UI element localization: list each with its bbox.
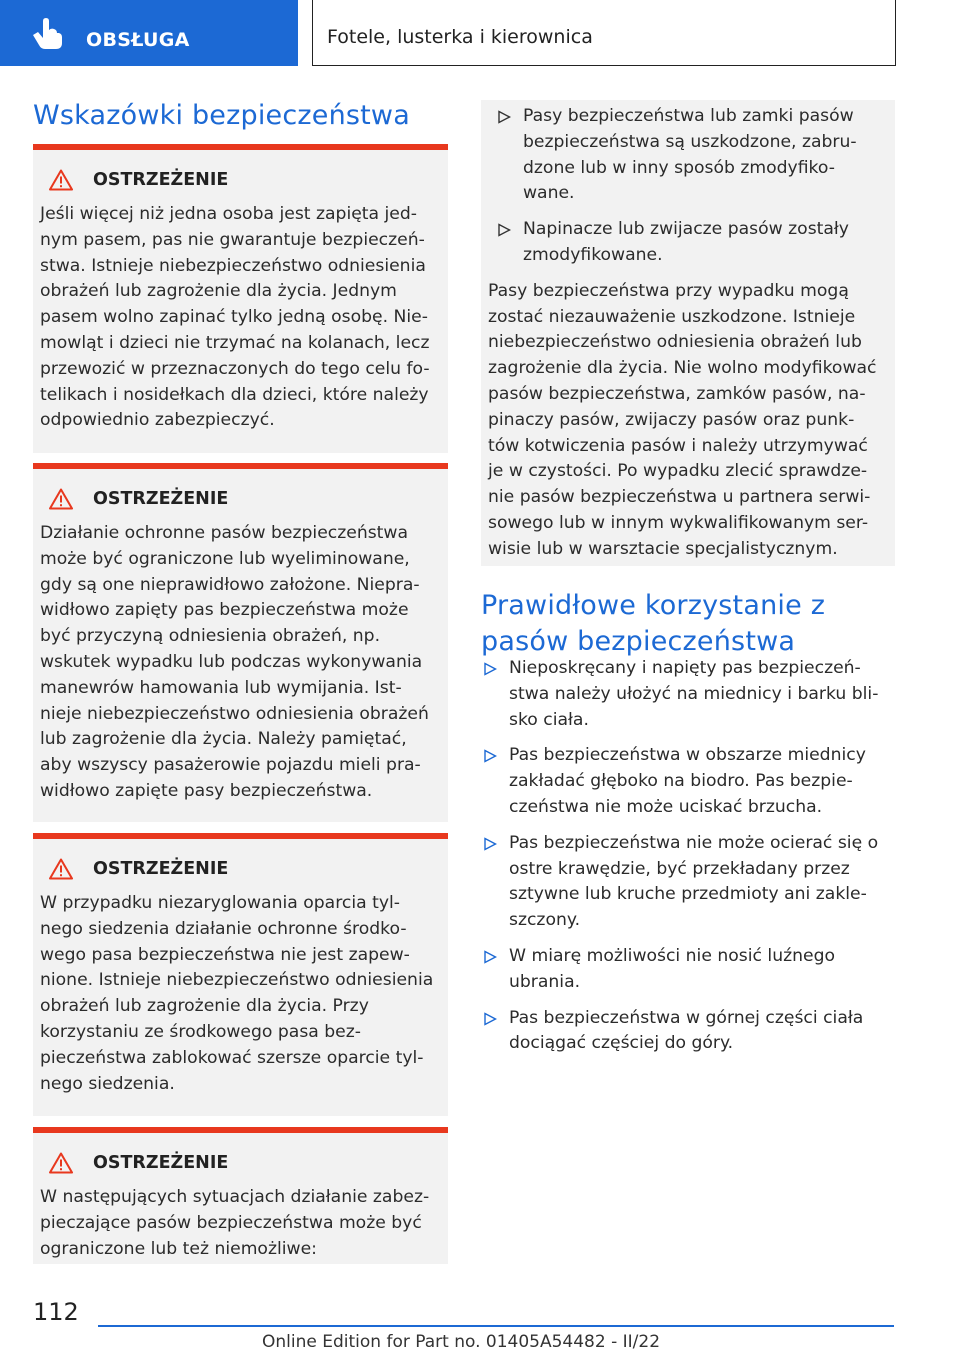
list-item: [481, 944, 893, 996]
triangle-bullet-icon: [483, 749, 497, 763]
chapter-title: Fotele, lusterka i kierownica: [327, 26, 593, 48]
list-item-text: Pasy bezpieczeństwa lub zamki pasów bezpieczeństwa są uszkodzone, zabru-dzone lub w inny sposób zmodyfiko-wane.: [523, 106, 857, 204]
footer-divider: [98, 1325, 894, 1327]
edition-note: Online Edition for Part no. 01405A54482 - II/22: [262, 1332, 661, 1352]
page-number: 112: [33, 1298, 79, 1326]
list-item-text: Nieposkręcany i napięty pas bezpieczeń-stwa należy ułożyć na miednicy i barku bli-sko ciała.: [509, 658, 879, 730]
warning-title: OSTRZEŻENIE: [93, 170, 229, 190]
warning-box-3: [33, 833, 448, 1116]
section-tab: [0, 0, 298, 66]
triangle-bullet-icon: [483, 1012, 497, 1026]
warning-triangle-icon: [49, 488, 73, 510]
list-item-text: Pas bezpieczeństwa w górnej części ciała dociągać częściej do góry.: [509, 1007, 864, 1054]
triangle-bullet-icon: [483, 950, 497, 964]
triangle-bullet-icon: [497, 110, 511, 124]
warning-title: OSTRZEŻENIE: [93, 1153, 229, 1173]
warning-title: OSTRZEŻENIE: [93, 489, 229, 509]
proper-use-list: [481, 656, 893, 1067]
warning-box-2: [33, 463, 448, 822]
list-item: [481, 831, 893, 934]
warning-text: W następujących sytuacjach działanie zabez-pieczające pasów bezpieczeństwa może być ograniczone lub też niemożliwe:: [40, 1187, 430, 1259]
list-item: [488, 104, 885, 207]
triangle-bullet-icon: [483, 837, 497, 851]
warning-box-1: [33, 144, 448, 453]
warning-continuation-text: Pasy bezpieczeństwa przy wypadku mogą zostać niezauważenie uszkodzone. Istnieje niebezpieczeństwo odniesienia obrażeń lub zagrożenie dla życia. Nie wolno modyfikować pasów bezpieczeństwa, zamków pasów, na-pinaczy pasów, zwijaczy pasów oraz punk-tów kotwiczenia pasów i należy utrzymywać je w czystości. Po wypadku zlecić sprawdze-nie pasów bezpieczeństwa u partnera serwi-sowego lub w innym wykwalifikowanym ser-wisie lub w warsztacie specjalistycznym.: [488, 280, 877, 559]
chapter-title-box: [312, 0, 896, 66]
section-tab-label: OBSŁUGA: [86, 29, 190, 51]
list-item: [481, 656, 893, 733]
warning-title: OSTRZEŻENIE: [93, 859, 229, 879]
triangle-bullet-icon: [483, 662, 497, 676]
list-item-text: Pas bezpieczeństwa w obszarze miednicy zakładać głęboko na biodro. Pas bezpie-czeństwa nie może uciskać brzucha.: [509, 745, 866, 817]
list-item-text: Napinacze lub zwijacze pasów zostały zmodyfikowane.: [523, 219, 849, 265]
warning-triangle-icon: [49, 1152, 73, 1174]
warning-box-4: [33, 1127, 448, 1264]
warning-condition-list: [488, 104, 885, 269]
triangle-bullet-icon: [497, 223, 511, 237]
warning-text: W przypadku niezaryglowania oparcia tyl-nego siedzenia działanie ochronne środko-wego pasa bezpieczeństwa nie jest zapew-nione. Istnieje niebezpieczeństwo odniesienia obrażeń lub zagrożenie dla życia. Przy korzystaniu ze środkowego pasa bez-pieczeństwa zablokować szersze oparcie tyl-nego siedzenia.: [40, 893, 434, 1094]
list-item-text: Pas bezpieczeństwa nie może ocierać się o ostre krawędzie, być przekładany przez sztywne lub kruche przedmioty ani zakle-szczony.: [509, 832, 879, 931]
section-heading-safety: Wskazówki bezpieczeństwa: [33, 100, 410, 131]
warning-text: Działanie ochronne pasów bezpieczeństwa może być ograniczone lub wyeliminowane, gdy są one nieprawidłowo założone. Niepra-widłowo zapięty pas bezpieczeństwa może być przyczyną odniesienia obrażeń, np. wskutek wypadku lub podczas wykonywania manewrów hamowania lub wymijania. Ist-nieje niebezpieczeństwo odniesienia obrażeń lub zagrożenie dla życia. Należy pamiętać, aby wszyscy pasażerowie pojazdu mieli pra-widłowo zapięte pasy bezpieczeństwa.: [40, 523, 429, 801]
list-item: [481, 1006, 893, 1058]
list-item-text: W miarę możliwości nie nosić luźnego ubrania.: [509, 945, 836, 992]
warning-text: Jeśli więcej niż jedna osoba jest zapięta jed-nym pasem, pas nie gwarantuje bezpieczeń-stwa. Istnieje niebezpieczeństwo odniesienia obrażeń lub zagrożenie dla życia. Jednym pasem wolno zapinać tylko jedną osobę. Nie-mowląt i dzieci nie trzymać na kolanach, lecz przewozić w przeznaczonych do tego celu fo-telikach i nosidełkach dla dzieci, które należy odpowiednio zabezpieczyć.: [40, 204, 430, 431]
warning-continuation-panel: [481, 100, 895, 566]
section-heading-proper-use: Prawidłowe korzystanie z pasów bezpieczeństwa: [481, 590, 826, 657]
hand-pointer-icon: [30, 18, 64, 50]
warning-triangle-icon: [49, 169, 73, 191]
list-item: [488, 217, 885, 269]
warning-triangle-icon: [49, 858, 73, 880]
list-item: [481, 743, 893, 820]
